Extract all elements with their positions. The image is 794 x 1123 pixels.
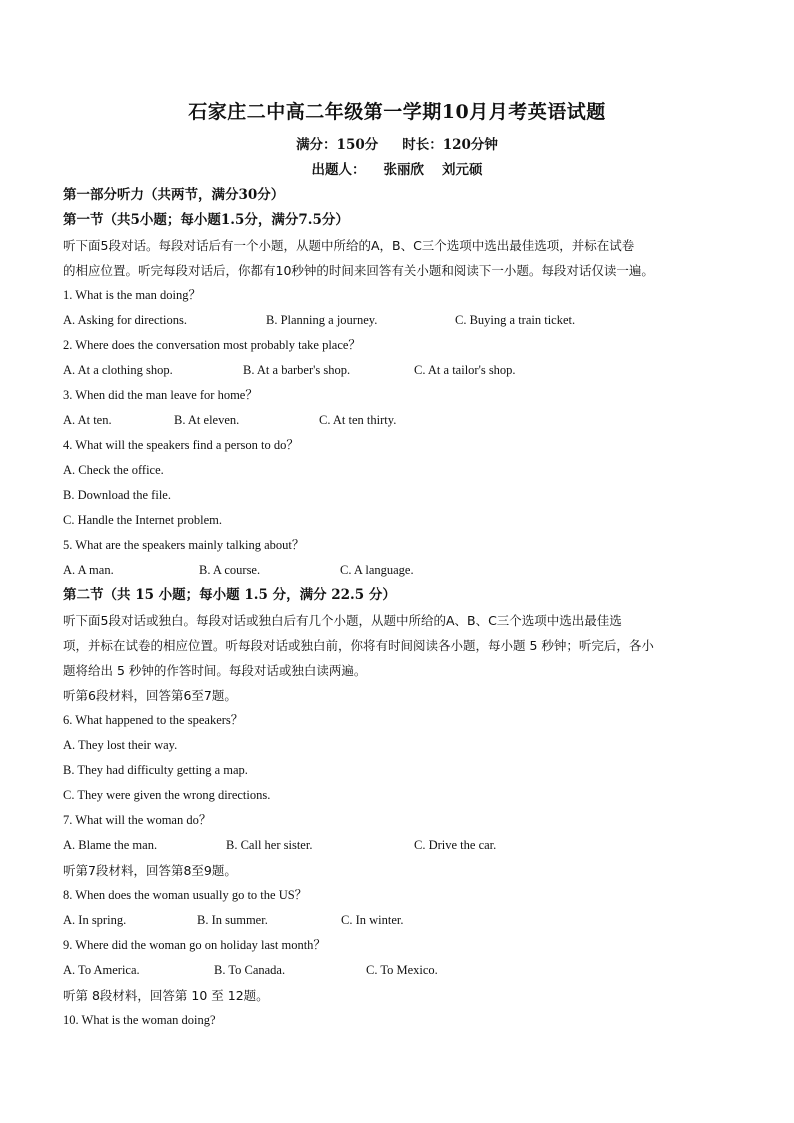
option-c: C. At ten thirty. [319,413,397,427]
question: 6. What happened to the speakers？ [63,713,244,727]
option-a: A. At a clothing shop. [63,363,173,377]
material-note: 听第6段材料，回答第6至7题。 [63,688,237,703]
option-a: A. They lost their way. [63,738,178,752]
option-b: B. Call her sister. [226,838,313,852]
full-score: 满分：150分 [296,137,379,153]
part-heading: 第一部分听力（共两节，满分30分） [63,187,285,203]
option-a: A. Check the office. [63,463,164,477]
option-c: C. Handle the Internet problem. [63,513,222,527]
authors-label: 出题人： [311,162,366,178]
option-a: A. Blame the man. [63,838,158,852]
material-note: 听第7段材料，回答第8至9题。 [63,863,237,878]
option-b: B. In summer. [197,913,268,927]
section-heading: 第二节（共 15 小题；每小题 1.5 分，满分 22.5 分） [63,587,396,603]
question: 1. What is the man doing？ [63,288,201,302]
options-row [63,958,743,983]
question: 3. When did the man leave for home？ [63,388,258,402]
question: 7. What will the woman do？ [63,813,212,827]
option-b: B. At a barber's shop. [243,363,351,377]
option-a: A. To America. [63,963,140,977]
exam-content [63,183,743,1033]
instructions: 项，并标在试卷的相应位置。听每段对话或独白前，你将有时间阅读各小题，每小题 5 秒钟；听完后，各小 [63,638,654,653]
question: 10. What is the woman doing? [63,1013,216,1027]
options-row [63,833,743,858]
option-b: B. A course. [199,563,261,577]
options-row [63,358,743,383]
author-1: 张丽欣 [383,162,424,178]
option-c: C. They were given the wrong directions. [63,788,271,802]
exam-meta [0,133,794,153]
options-row [63,558,743,583]
option-b: B. Planning a journey. [266,313,378,327]
question: 8. When does the woman usually go to the US？ [63,888,308,902]
authors [0,158,794,178]
option-b: B. They had difficulty getting a map. [63,763,248,777]
instructions: 题将给出 5 秒钟的作答时间。每段对话或独白读两遍。 [63,663,367,678]
option-b: B. At eleven. [174,413,240,427]
option-a: A. In spring. [63,913,127,927]
question: 9. Where did the woman go on holiday last month？ [63,938,326,952]
question: 4. What will the speakers find a person to do？ [63,438,299,452]
option-c: C. Buying a train ticket. [455,313,576,327]
material-note: 听第 8段材料，回答第 10 至 12题。 [63,988,269,1003]
option-a: A. At ten. [63,413,112,427]
question: 2. Where does the conversation most probably take place？ [63,338,361,352]
option-b: B. Download the file. [63,488,171,502]
options-row [63,408,743,433]
options-row [63,908,743,933]
options-row [63,308,743,333]
duration: 时长：120分钟 [402,137,498,153]
option-a: A. Asking for directions. [63,313,187,327]
instructions: 听下面5段对话或独白。每段对话或独白后有几个小题，从题中所给的A、B、C三个选项中选出最佳选 [63,613,622,628]
option-c: C. Drive the car. [414,838,497,852]
option-c: C. A language. [340,563,414,577]
instructions: 听下面5段对话。每段对话后有一个小题，从题中所给的A，B、C三个选项中选出最佳选项，并标在试卷 [63,238,635,253]
option-c: C. At a tailor's shop. [414,363,516,377]
instructions: 的相应位置。听完每段对话后，你都有10秒钟的时间来回答有关小题和阅读下一小题。每段对话仅读一遍。 [63,263,654,278]
section-heading: 第一节（共5小题；每小题1.5分，满分7.5分） [63,212,349,228]
option-a: A. A man. [63,563,114,577]
page-title: 石家庄二中高二年级第一学期10月月考英语试题 [188,101,606,123]
author-2: 刘元硕 [442,162,483,178]
option-c: C. To Mexico. [366,963,438,977]
option-b: B. To Canada. [214,963,286,977]
option-c: C. In winter. [341,913,404,927]
question: 5. What are the speakers mainly talking about？ [63,538,305,552]
